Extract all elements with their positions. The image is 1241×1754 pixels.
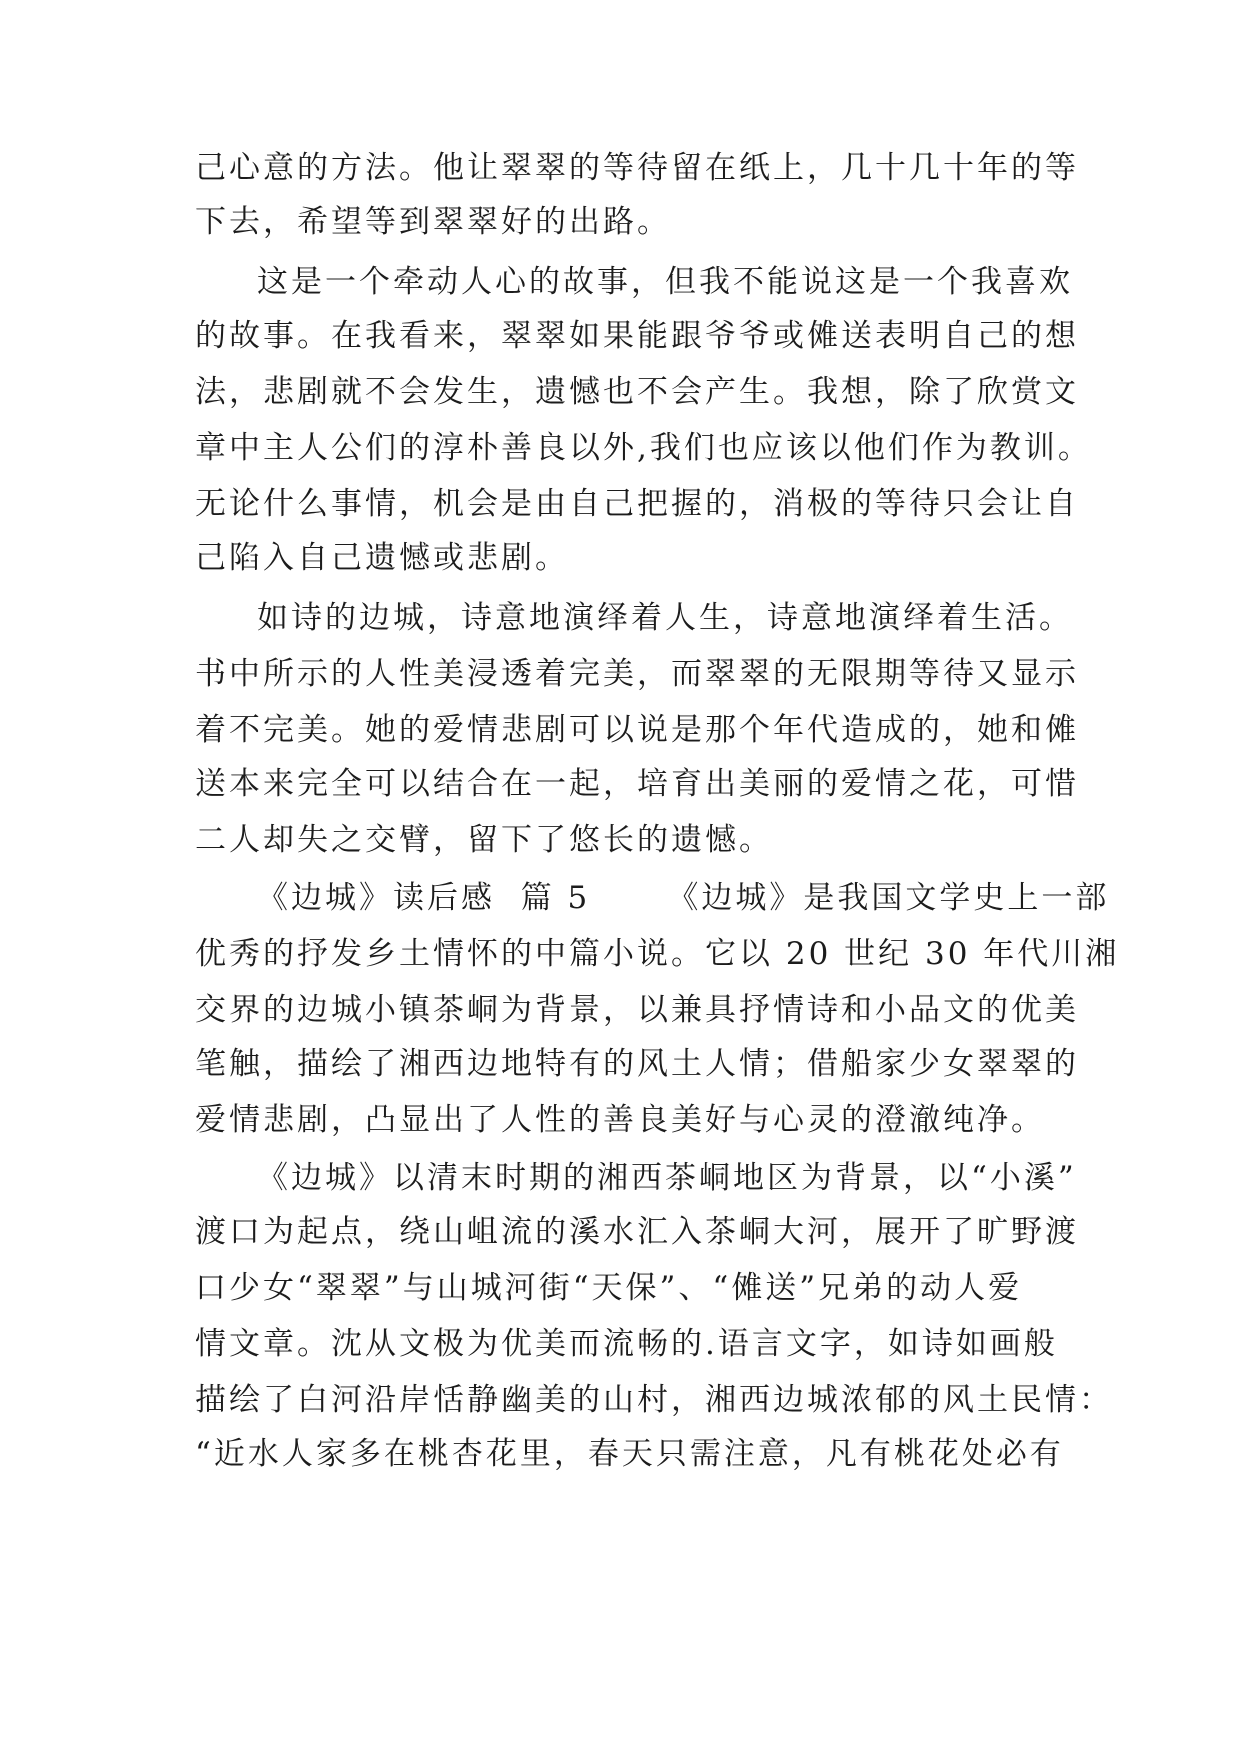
text-line: 书中所示的人性美浸透着完美，而翠翠的无限期等待又显示 (195, 656, 1079, 692)
text-line: 二人却失之交臂，留下了悠长的遗憾。 (195, 822, 773, 858)
paragraph-start-line: 如诗的边城，诗意地演绎着人生，诗意地演绎着生活。 (257, 600, 1073, 636)
paragraph-start-line: 《边城》以清末时期的湘西茶峒地区为背景，以“小溪” (257, 1160, 1077, 1196)
text-line: 法，悲剧就不会发生，遗憾也不会产生。我想，除了欣赏文 (195, 374, 1079, 410)
text-line: 口少女“翠翠”与山城河街“天保”、“傩送”兄弟的动人爱 (195, 1270, 1023, 1306)
text-line: 己心意的方法。他让翠翠的等待留在纸上，几十几十年的等 (195, 150, 1079, 186)
text-line: 交界的边城小镇茶峒为背景，以兼具抒情诗和小品文的优美 (195, 992, 1079, 1028)
text-line: 笔触，描绘了湘西边地特有的风土人情；借船家少女翠翠的 (195, 1046, 1079, 1082)
text-line: 爱情悲剧，凸显出了人性的善良美好与心灵的澄澈纯净。 (195, 1102, 1045, 1138)
text-line: 描绘了白河沿岸恬静幽美的山村，湘西边城浓郁的风土民情： (195, 1382, 1113, 1418)
paragraph-start-line: 这是一个牵动人心的故事，但我不能说这是一个我喜欢 (257, 264, 1073, 300)
text-line: 的故事。在我看来，翠翠如果能跟爷爷或傩送表明自己的想 (195, 318, 1079, 354)
text-line: 送本来完全可以结合在一起，培育出美丽的爱情之花，可惜 (195, 766, 1079, 802)
section-heading-line: 《边城》读后感 篇 5 《边城》是我国文学史上一部 (257, 880, 1110, 916)
text-line: 优秀的抒发乡土情怀的中篇小说。它以 20 世纪 30 年代川湘 (195, 936, 1120, 972)
text-line: 己陷入自己遗憾或悲剧。 (195, 540, 569, 576)
text-line: 着不完美。她的爱情悲剧可以说是那个年代造成的，她和傩 (195, 712, 1079, 748)
text-line: 无论什么事情，机会是由自己把握的，消极的等待只会让自 (195, 486, 1079, 522)
text-line: 章中主人公们的淳朴善良以外,我们也应该以他们作为教训。 (195, 430, 1092, 466)
text-line: 下去，希望等到翠翠好的出路。 (195, 204, 671, 240)
text-line: 渡口为起点，绕山岨流的溪水汇入茶峒大河，展开了旷野渡 (195, 1214, 1079, 1250)
text-line: 情文章。沈从文极为优美而流畅的.语言文字，如诗如画般 (195, 1326, 1058, 1362)
text-line: “近水人家多在桃杏花里，春天只需注意，凡有桃花处必有 (195, 1436, 1064, 1472)
